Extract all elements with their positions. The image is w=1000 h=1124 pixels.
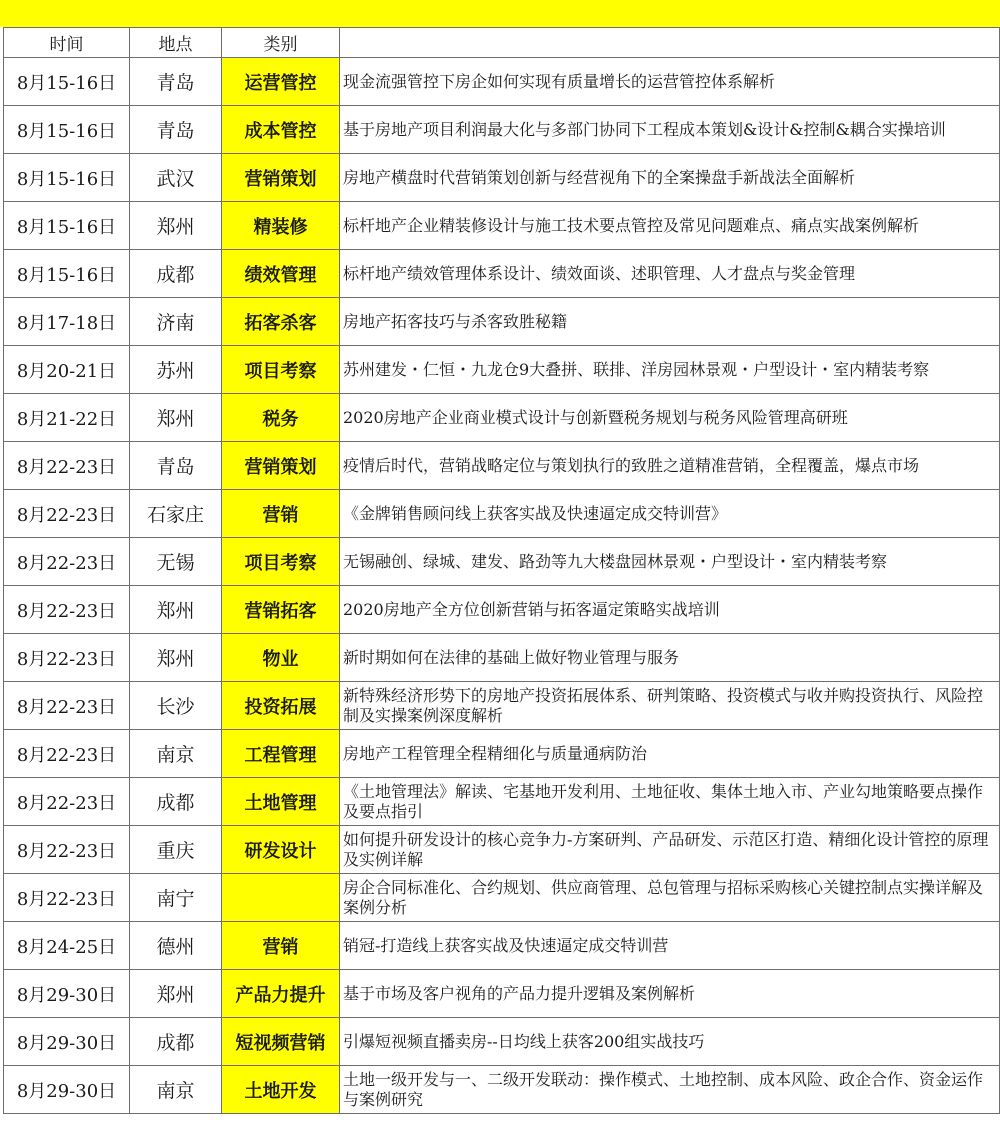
- row-place: 郑州: [130, 202, 222, 250]
- header-category: 类别: [222, 28, 340, 58]
- table-row: [4, 394, 1000, 442]
- row-place: 武汉: [130, 154, 222, 202]
- row-category: 绩效管理: [222, 250, 340, 298]
- row-place: 郑州: [130, 970, 222, 1018]
- table-row: [4, 730, 1000, 778]
- row-time: 8月15-16日: [4, 58, 130, 106]
- row-category: 投资拓展: [222, 682, 340, 730]
- row-place: 郑州: [130, 634, 222, 682]
- row-place: 青岛: [130, 58, 222, 106]
- row-category: 项目考察: [222, 346, 340, 394]
- row-time: 8月22-23日: [4, 778, 130, 826]
- row-category: 项目考察: [222, 538, 340, 586]
- row-description: 房地产拓客技巧与杀客致胜秘籍: [340, 298, 1000, 346]
- row-category: 运营管控: [222, 58, 340, 106]
- row-category: 物业: [222, 634, 340, 682]
- header-description: [340, 28, 1000, 58]
- row-time: 8月17-18日: [4, 298, 130, 346]
- row-description: 土地一级开发与一、二级开发联动：操作模式、土地控制、成本风险、政企合作、资金运作与案例研究: [340, 1066, 1000, 1114]
- row-time: 8月29-30日: [4, 1066, 130, 1114]
- row-place: 南京: [130, 730, 222, 778]
- table-row: [4, 1066, 1000, 1114]
- row-place: 青岛: [130, 106, 222, 154]
- row-time: 8月15-16日: [4, 154, 130, 202]
- row-description: 房地产工程管理全程精细化与质量通病防治: [340, 730, 1000, 778]
- row-category: 营销拓客: [222, 586, 340, 634]
- row-place: 苏州: [130, 346, 222, 394]
- table-row: [4, 442, 1000, 490]
- row-category: 营销: [222, 922, 340, 970]
- row-place: 无锡: [130, 538, 222, 586]
- row-category: 精装修: [222, 202, 340, 250]
- row-time: 8月15-16日: [4, 250, 130, 298]
- table-row: [4, 250, 1000, 298]
- row-time: 8月24-25日: [4, 922, 130, 970]
- row-description: 现金流强管控下房企如何实现有质量增长的运营管控体系解析: [340, 58, 1000, 106]
- table-row: [4, 634, 1000, 682]
- table-row: [4, 682, 1000, 730]
- row-description: 标杆地产绩效管理体系设计、绩效面谈、述职管理、人才盘点与奖金管理: [340, 250, 1000, 298]
- table-row: [4, 202, 1000, 250]
- row-category: 营销策划: [222, 442, 340, 490]
- row-description: 《金牌销售顾问线上获客实战及快速逼定成交特训营》: [340, 490, 1000, 538]
- table-row: [4, 922, 1000, 970]
- row-description: 苏州建发・仁恒・九龙仓9大叠拼、联排、洋房园林景观・户型设计・室内精装考察: [340, 346, 1000, 394]
- top-yellow-band: [0, 0, 1000, 27]
- row-category: 税务: [222, 394, 340, 442]
- row-place: 济南: [130, 298, 222, 346]
- row-time: 8月15-16日: [4, 202, 130, 250]
- row-time: 8月22-23日: [4, 874, 130, 922]
- table-row: [4, 106, 1000, 154]
- row-place: 德州: [130, 922, 222, 970]
- table-row: [4, 154, 1000, 202]
- table-row: [4, 346, 1000, 394]
- row-place: 石家庄: [130, 490, 222, 538]
- row-place: 南宁: [130, 874, 222, 922]
- row-category: 成本管控: [222, 106, 340, 154]
- row-place: 成都: [130, 1018, 222, 1066]
- row-description: 房地产横盘时代营销策划创新与经营视角下的全案操盘手新战法全面解析: [340, 154, 1000, 202]
- row-place: 南京: [130, 1066, 222, 1114]
- row-place: 成都: [130, 778, 222, 826]
- row-description: 销冠-打造线上获客实战及快速逼定成交特训营: [340, 922, 1000, 970]
- row-category: 研发设计: [222, 826, 340, 874]
- row-category: [222, 874, 340, 922]
- row-category: 土地开发: [222, 1066, 340, 1114]
- row-time: 8月22-23日: [4, 490, 130, 538]
- row-description: 引爆短视频直播卖房--日均线上获客200组实战技巧: [340, 1018, 1000, 1066]
- row-description: 《土地管理法》解读、宅基地开发利用、土地征收、集体土地入市、产业勾地策略要点操作及要点指引: [340, 778, 1000, 826]
- row-category: 营销: [222, 490, 340, 538]
- row-time: 8月22-23日: [4, 682, 130, 730]
- row-time: 8月20-21日: [4, 346, 130, 394]
- row-description: 新时期如何在法律的基础上做好物业管理与服务: [340, 634, 1000, 682]
- row-time: 8月22-23日: [4, 634, 130, 682]
- row-time: 8月22-23日: [4, 586, 130, 634]
- header-place: 地点: [130, 28, 222, 58]
- row-category: 土地管理: [222, 778, 340, 826]
- schedule-table: [3, 27, 1000, 1114]
- table-row: [4, 58, 1000, 106]
- table-row: [4, 1018, 1000, 1066]
- row-description: 无锡融创、绿城、建发、路劲等九大楼盘园林景观・户型设计・室内精装考察: [340, 538, 1000, 586]
- row-time: 8月29-30日: [4, 970, 130, 1018]
- header-time: 时间: [4, 28, 130, 58]
- table-row: [4, 826, 1000, 874]
- row-category: 产品力提升: [222, 970, 340, 1018]
- row-place: 成都: [130, 250, 222, 298]
- row-description: 2020房地产全方位创新营销与拓客逼定策略实战培训: [340, 586, 1000, 634]
- table-row: [4, 490, 1000, 538]
- row-time: 8月22-23日: [4, 730, 130, 778]
- row-place: 郑州: [130, 586, 222, 634]
- table-row: [4, 538, 1000, 586]
- table-row: [4, 586, 1000, 634]
- row-description: 基于市场及客户视角的产品力提升逻辑及案例解析: [340, 970, 1000, 1018]
- table-row: [4, 970, 1000, 1018]
- row-time: 8月21-22日: [4, 394, 130, 442]
- table-row: [4, 778, 1000, 826]
- row-place: 郑州: [130, 394, 222, 442]
- row-description: 房企合同标准化、合约规划、供应商管理、总包管理与招标采购核心关键控制点实操详解及案例分析: [340, 874, 1000, 922]
- row-description: 新特殊经济形势下的房地产投资拓展体系、研判策略、投资模式与收并购投资执行、风险控制及实操案例深度解析: [340, 682, 1000, 730]
- row-description: 基于房地产项目利润最大化与多部门协同下工程成本策划&设计&控制&耦合实操培训: [340, 106, 1000, 154]
- table-body: [4, 58, 1000, 1114]
- row-place: 长沙: [130, 682, 222, 730]
- row-time: 8月29-30日: [4, 1018, 130, 1066]
- row-category: 营销策划: [222, 154, 340, 202]
- row-description: 2020房地产企业商业模式设计与创新暨税务规划与税务风险管理高研班: [340, 394, 1000, 442]
- row-category: 短视频营销: [222, 1018, 340, 1066]
- row-place: 重庆: [130, 826, 222, 874]
- row-description: 如何提升研发设计的核心竞争力-方案研判、产品研发、示范区打造、精细化设计管控的原理及实例详解: [340, 826, 1000, 874]
- row-time: 8月22-23日: [4, 442, 130, 490]
- table-row: [4, 298, 1000, 346]
- row-time: 8月22-23日: [4, 826, 130, 874]
- row-place: 青岛: [130, 442, 222, 490]
- row-time: 8月22-23日: [4, 538, 130, 586]
- table-header-row: [4, 28, 1000, 58]
- table-row: [4, 874, 1000, 922]
- row-category: 拓客杀客: [222, 298, 340, 346]
- row-time: 8月15-16日: [4, 106, 130, 154]
- row-description: 标杆地产企业精装修设计与施工技术要点管控及常见问题难点、痛点实战案例解析: [340, 202, 1000, 250]
- row-category: 工程管理: [222, 730, 340, 778]
- row-description: 疫情后时代，营销战略定位与策划执行的致胜之道精准营销，全程覆盖，爆点市场: [340, 442, 1000, 490]
